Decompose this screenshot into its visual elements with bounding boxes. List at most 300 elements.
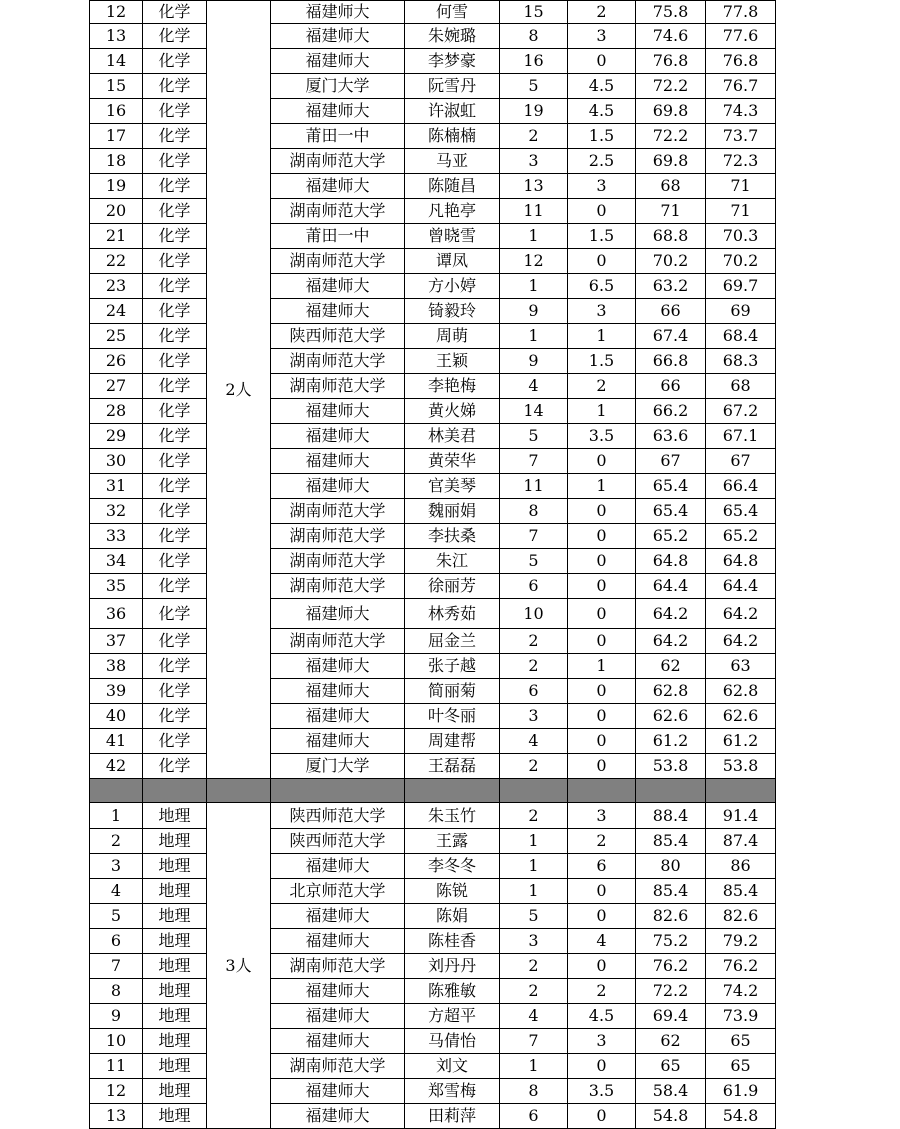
total-cell: 85.4 <box>706 879 776 904</box>
subject-cell: 化学 <box>143 199 207 224</box>
subject-cell: 化学 <box>143 654 207 679</box>
subject-cell: 化学 <box>143 754 207 779</box>
score-cell: 72.2 <box>636 74 706 99</box>
name-cell: 方小婷 <box>405 274 500 299</box>
name-cell: 朱婉璐 <box>405 24 500 49</box>
seq-cell: 11 <box>500 199 568 224</box>
total-cell: 79.2 <box>706 929 776 954</box>
bonus-cell: 1 <box>568 399 636 424</box>
score-cell: 72.2 <box>636 979 706 1004</box>
name-cell: 林美君 <box>405 424 500 449</box>
total-cell: 67.1 <box>706 424 776 449</box>
rank-cell: 3 <box>90 854 143 879</box>
subject-cell: 化学 <box>143 729 207 754</box>
school-cell: 福建师大 <box>271 599 405 629</box>
rank-cell: 8 <box>90 979 143 1004</box>
total-cell: 62.6 <box>706 704 776 729</box>
seq-cell: 2 <box>500 654 568 679</box>
name-cell: 刘文 <box>405 1054 500 1079</box>
seq-cell: 11 <box>500 474 568 499</box>
rank-cell: 26 <box>90 349 143 374</box>
subject-cell: 化学 <box>143 424 207 449</box>
bonus-cell: 0 <box>568 499 636 524</box>
total-cell: 68 <box>706 374 776 399</box>
total-cell: 77.6 <box>706 24 776 49</box>
name-cell: 陈锐 <box>405 879 500 904</box>
table-row <box>90 599 776 629</box>
total-cell: 61.2 <box>706 729 776 754</box>
score-cell: 62 <box>636 1029 706 1054</box>
table-row <box>90 499 776 524</box>
total-cell: 73.9 <box>706 1004 776 1029</box>
subject-cell: 化学 <box>143 74 207 99</box>
score-cell: 71 <box>636 199 706 224</box>
school-cell: 福建师大 <box>271 854 405 879</box>
table-row <box>90 829 776 854</box>
seq-cell: 13 <box>500 174 568 199</box>
school-cell: 福建师大 <box>271 424 405 449</box>
table-row <box>90 349 776 374</box>
bonus-cell: 3 <box>568 803 636 829</box>
table-row <box>90 174 776 199</box>
name-cell: 徐丽芳 <box>405 574 500 599</box>
score-cell: 69.8 <box>636 99 706 124</box>
name-cell: 王颖 <box>405 349 500 374</box>
subject-cell: 化学 <box>143 274 207 299</box>
school-cell: 福建师大 <box>271 729 405 754</box>
score-cell: 58.4 <box>636 1079 706 1104</box>
bonus-cell: 0 <box>568 754 636 779</box>
total-cell: 70.2 <box>706 249 776 274</box>
name-cell: 许淑虹 <box>405 99 500 124</box>
seq-cell: 3 <box>500 929 568 954</box>
score-cell: 72.2 <box>636 124 706 149</box>
total-cell: 65.2 <box>706 524 776 549</box>
total-cell: 71 <box>706 199 776 224</box>
bonus-cell: 4.5 <box>568 1004 636 1029</box>
total-cell: 82.6 <box>706 904 776 929</box>
rank-cell: 14 <box>90 49 143 74</box>
total-cell: 73.7 <box>706 124 776 149</box>
name-cell: 朱江 <box>405 549 500 574</box>
school-cell: 湖南师范大学 <box>271 954 405 979</box>
total-cell: 72.3 <box>706 149 776 174</box>
bonus-cell: 0 <box>568 49 636 74</box>
subject-cell: 化学 <box>143 49 207 74</box>
seq-cell: 6 <box>500 1104 568 1129</box>
bonus-cell: 0 <box>568 904 636 929</box>
table-row <box>90 74 776 99</box>
total-cell: 76.7 <box>706 74 776 99</box>
subject-cell: 地理 <box>143 803 207 829</box>
rank-cell: 24 <box>90 299 143 324</box>
name-cell: 陈桂香 <box>405 929 500 954</box>
bonus-cell: 0 <box>568 729 636 754</box>
seq-cell: 9 <box>500 349 568 374</box>
rank-cell: 17 <box>90 124 143 149</box>
rank-cell: 11 <box>90 1054 143 1079</box>
subject-cell: 地理 <box>143 1004 207 1029</box>
total-cell: 64.2 <box>706 629 776 654</box>
separator-cell <box>405 779 500 803</box>
rank-cell: 18 <box>90 149 143 174</box>
separator-cell <box>90 779 143 803</box>
score-cell: 64.4 <box>636 574 706 599</box>
school-cell: 福建师大 <box>271 1 405 24</box>
score-cell: 64.8 <box>636 549 706 574</box>
name-cell: 屈金兰 <box>405 629 500 654</box>
table-row <box>90 754 776 779</box>
name-cell: 李梦豪 <box>405 49 500 74</box>
bonus-cell: 1 <box>568 474 636 499</box>
total-cell: 64.2 <box>706 599 776 629</box>
subject-cell: 化学 <box>143 499 207 524</box>
seq-cell: 1 <box>500 224 568 249</box>
score-cell: 67 <box>636 449 706 474</box>
rank-cell: 36 <box>90 599 143 629</box>
score-cell: 62.6 <box>636 704 706 729</box>
total-cell: 68.4 <box>706 324 776 349</box>
total-cell: 63 <box>706 654 776 679</box>
subject-cell: 化学 <box>143 399 207 424</box>
school-cell: 福建师大 <box>271 24 405 49</box>
seq-cell: 3 <box>500 704 568 729</box>
rank-cell: 15 <box>90 74 143 99</box>
rank-cell: 12 <box>90 1 143 24</box>
subject-cell: 地理 <box>143 879 207 904</box>
bonus-cell: 0 <box>568 879 636 904</box>
subject-cell: 地理 <box>143 954 207 979</box>
table-row <box>90 1054 776 1079</box>
school-cell: 福建师大 <box>271 449 405 474</box>
seq-cell: 1 <box>500 854 568 879</box>
score-cell: 75.8 <box>636 1 706 24</box>
rank-cell: 28 <box>90 399 143 424</box>
score-cell: 80 <box>636 854 706 879</box>
table-row <box>90 1029 776 1054</box>
table-row <box>90 224 776 249</box>
bonus-cell: 3 <box>568 299 636 324</box>
quota-cell: 3人 <box>207 803 271 1129</box>
subject-cell: 化学 <box>143 224 207 249</box>
table-row <box>90 854 776 879</box>
seq-cell: 2 <box>500 629 568 654</box>
name-cell: 曾晓雪 <box>405 224 500 249</box>
school-cell: 湖南师范大学 <box>271 629 405 654</box>
seq-cell: 10 <box>500 599 568 629</box>
name-cell: 王露 <box>405 829 500 854</box>
name-cell: 郑雪梅 <box>405 1079 500 1104</box>
seq-cell: 9 <box>500 299 568 324</box>
rank-cell: 23 <box>90 274 143 299</box>
table-row <box>90 929 776 954</box>
subject-cell: 化学 <box>143 1 207 24</box>
total-cell: 71 <box>706 174 776 199</box>
subject-cell: 化学 <box>143 99 207 124</box>
total-cell: 62.8 <box>706 679 776 704</box>
name-cell: 锜毅玲 <box>405 299 500 324</box>
table-row <box>90 324 776 349</box>
seq-cell: 14 <box>500 399 568 424</box>
seq-cell: 6 <box>500 574 568 599</box>
total-cell: 64.8 <box>706 549 776 574</box>
school-cell: 福建师大 <box>271 474 405 499</box>
total-cell: 65 <box>706 1029 776 1054</box>
rank-cell: 39 <box>90 679 143 704</box>
rank-cell: 42 <box>90 754 143 779</box>
name-cell: 王磊磊 <box>405 754 500 779</box>
rank-cell: 10 <box>90 1029 143 1054</box>
score-cell: 75.2 <box>636 929 706 954</box>
subject-cell: 化学 <box>143 324 207 349</box>
seq-cell: 16 <box>500 49 568 74</box>
rank-cell: 27 <box>90 374 143 399</box>
rank-cell: 19 <box>90 174 143 199</box>
seq-cell: 4 <box>500 729 568 754</box>
table-row <box>90 249 776 274</box>
rank-cell: 4 <box>90 879 143 904</box>
bonus-cell: 3 <box>568 174 636 199</box>
table-row <box>90 274 776 299</box>
school-cell: 福建师大 <box>271 1104 405 1129</box>
table-row <box>90 124 776 149</box>
bonus-cell: 0 <box>568 599 636 629</box>
total-cell: 54.8 <box>706 1104 776 1129</box>
rank-cell: 40 <box>90 704 143 729</box>
seq-cell: 19 <box>500 99 568 124</box>
bonus-cell: 3 <box>568 1029 636 1054</box>
subject-cell: 化学 <box>143 174 207 199</box>
seq-cell: 1 <box>500 274 568 299</box>
name-cell: 张子越 <box>405 654 500 679</box>
rank-cell: 7 <box>90 954 143 979</box>
rank-cell: 33 <box>90 524 143 549</box>
subject-cell: 地理 <box>143 904 207 929</box>
table-row <box>90 1004 776 1029</box>
score-cell: 65.2 <box>636 524 706 549</box>
table-row <box>90 424 776 449</box>
score-cell: 66 <box>636 299 706 324</box>
school-cell: 湖南师范大学 <box>271 249 405 274</box>
subject-cell: 化学 <box>143 524 207 549</box>
name-cell: 刘丹丹 <box>405 954 500 979</box>
score-cell: 63.6 <box>636 424 706 449</box>
subject-cell: 地理 <box>143 1079 207 1104</box>
table-row <box>90 979 776 1004</box>
table-row <box>90 803 776 829</box>
seq-cell: 1 <box>500 829 568 854</box>
seq-cell: 2 <box>500 979 568 1004</box>
score-cell: 66.2 <box>636 399 706 424</box>
seq-cell: 15 <box>500 1 568 24</box>
score-cell: 66.8 <box>636 349 706 374</box>
table-row <box>90 574 776 599</box>
seq-cell: 7 <box>500 1029 568 1054</box>
score-cell: 64.2 <box>636 599 706 629</box>
table-row <box>90 1104 776 1129</box>
bonus-cell: 4 <box>568 929 636 954</box>
bonus-cell: 2 <box>568 829 636 854</box>
rank-cell: 13 <box>90 1104 143 1129</box>
seq-cell: 4 <box>500 1004 568 1029</box>
subject-cell: 化学 <box>143 349 207 374</box>
total-cell: 74.2 <box>706 979 776 1004</box>
seq-cell: 7 <box>500 449 568 474</box>
total-cell: 76.8 <box>706 49 776 74</box>
subject-cell: 化学 <box>143 249 207 274</box>
seq-cell: 3 <box>500 149 568 174</box>
name-cell: 何雪 <box>405 1 500 24</box>
seq-cell: 8 <box>500 24 568 49</box>
table-row <box>90 24 776 49</box>
score-cell: 74.6 <box>636 24 706 49</box>
total-cell: 69.7 <box>706 274 776 299</box>
score-cell: 63.2 <box>636 274 706 299</box>
bonus-cell: 0 <box>568 524 636 549</box>
bonus-cell: 1 <box>568 654 636 679</box>
school-cell: 陕西师范大学 <box>271 324 405 349</box>
separator-cell <box>568 779 636 803</box>
rank-cell: 9 <box>90 1004 143 1029</box>
seq-cell: 2 <box>500 124 568 149</box>
seq-cell: 8 <box>500 499 568 524</box>
subject-cell: 地理 <box>143 1104 207 1129</box>
bonus-cell: 0 <box>568 954 636 979</box>
bonus-cell: 2 <box>568 979 636 1004</box>
seq-cell: 2 <box>500 754 568 779</box>
school-cell: 福建师大 <box>271 1079 405 1104</box>
table-row <box>90 399 776 424</box>
total-cell: 91.4 <box>706 803 776 829</box>
name-cell: 黄火娣 <box>405 399 500 424</box>
school-cell: 湖南师范大学 <box>271 524 405 549</box>
seq-cell: 5 <box>500 74 568 99</box>
score-cell: 82.6 <box>636 904 706 929</box>
table-row <box>90 549 776 574</box>
rank-cell: 37 <box>90 629 143 654</box>
school-cell: 福建师大 <box>271 654 405 679</box>
score-cell: 67.4 <box>636 324 706 349</box>
name-cell: 李冬冬 <box>405 854 500 879</box>
bonus-cell: 0 <box>568 199 636 224</box>
rank-cell: 22 <box>90 249 143 274</box>
bonus-cell: 6 <box>568 854 636 879</box>
total-cell: 68.3 <box>706 349 776 374</box>
subject-cell: 化学 <box>143 679 207 704</box>
name-cell: 李扶桑 <box>405 524 500 549</box>
separator-cell <box>207 779 271 803</box>
subject-cell: 化学 <box>143 24 207 49</box>
name-cell: 魏丽娟 <box>405 499 500 524</box>
school-cell: 北京师范大学 <box>271 879 405 904</box>
name-cell: 凡艳亭 <box>405 199 500 224</box>
total-cell: 66.4 <box>706 474 776 499</box>
school-cell: 湖南师范大学 <box>271 374 405 399</box>
name-cell: 陈楠楠 <box>405 124 500 149</box>
name-cell: 黄荣华 <box>405 449 500 474</box>
separator-cell <box>500 779 568 803</box>
table-row <box>90 49 776 74</box>
score-cell: 88.4 <box>636 803 706 829</box>
subject-cell: 地理 <box>143 929 207 954</box>
bonus-cell: 0 <box>568 574 636 599</box>
score-cell: 85.4 <box>636 879 706 904</box>
seq-cell: 2 <box>500 803 568 829</box>
rank-cell: 41 <box>90 729 143 754</box>
bonus-cell: 2 <box>568 374 636 399</box>
school-cell: 湖南师范大学 <box>271 149 405 174</box>
score-cell: 69.4 <box>636 1004 706 1029</box>
bonus-cell: 1.5 <box>568 349 636 374</box>
bonus-cell: 2 <box>568 1 636 24</box>
school-cell: 厦门大学 <box>271 74 405 99</box>
seq-cell: 8 <box>500 1079 568 1104</box>
school-cell: 福建师大 <box>271 929 405 954</box>
results-table <box>89 0 776 1129</box>
total-cell: 87.4 <box>706 829 776 854</box>
name-cell: 简丽菊 <box>405 679 500 704</box>
bonus-cell: 3.5 <box>568 1079 636 1104</box>
name-cell: 朱玉竹 <box>405 803 500 829</box>
score-cell: 53.8 <box>636 754 706 779</box>
name-cell: 陈娟 <box>405 904 500 929</box>
name-cell: 官美琴 <box>405 474 500 499</box>
school-cell: 福建师大 <box>271 49 405 74</box>
separator-cell <box>143 779 207 803</box>
school-cell: 湖南师范大学 <box>271 499 405 524</box>
score-cell: 68 <box>636 174 706 199</box>
subject-cell: 化学 <box>143 599 207 629</box>
seq-cell: 6 <box>500 679 568 704</box>
name-cell: 谭凤 <box>405 249 500 274</box>
name-cell: 林秀茹 <box>405 599 500 629</box>
total-cell: 61.9 <box>706 1079 776 1104</box>
school-cell: 厦门大学 <box>271 754 405 779</box>
separator-cell <box>636 779 706 803</box>
section-separator-row <box>90 779 776 803</box>
total-cell: 70.3 <box>706 224 776 249</box>
table-row <box>90 524 776 549</box>
bonus-cell: 0 <box>568 704 636 729</box>
total-cell: 69 <box>706 299 776 324</box>
school-cell: 湖南师范大学 <box>271 549 405 574</box>
school-cell: 福建师大 <box>271 299 405 324</box>
rank-cell: 5 <box>90 904 143 929</box>
subject-cell: 化学 <box>143 449 207 474</box>
table-row <box>90 629 776 654</box>
rank-cell: 25 <box>90 324 143 349</box>
subject-cell: 化学 <box>143 704 207 729</box>
school-cell: 福建师大 <box>271 904 405 929</box>
score-cell: 70.2 <box>636 249 706 274</box>
school-cell: 湖南师范大学 <box>271 349 405 374</box>
rank-cell: 32 <box>90 499 143 524</box>
school-cell: 福建师大 <box>271 679 405 704</box>
separator-cell <box>271 779 405 803</box>
subject-cell: 地理 <box>143 829 207 854</box>
name-cell: 陈随昌 <box>405 174 500 199</box>
subject-cell: 地理 <box>143 1029 207 1054</box>
score-cell: 85.4 <box>636 829 706 854</box>
subject-cell: 化学 <box>143 374 207 399</box>
bonus-cell: 0 <box>568 679 636 704</box>
bonus-cell: 6.5 <box>568 274 636 299</box>
subject-cell: 化学 <box>143 299 207 324</box>
rank-cell: 31 <box>90 474 143 499</box>
name-cell: 叶冬丽 <box>405 704 500 729</box>
bonus-cell: 1 <box>568 324 636 349</box>
table-row <box>90 954 776 979</box>
